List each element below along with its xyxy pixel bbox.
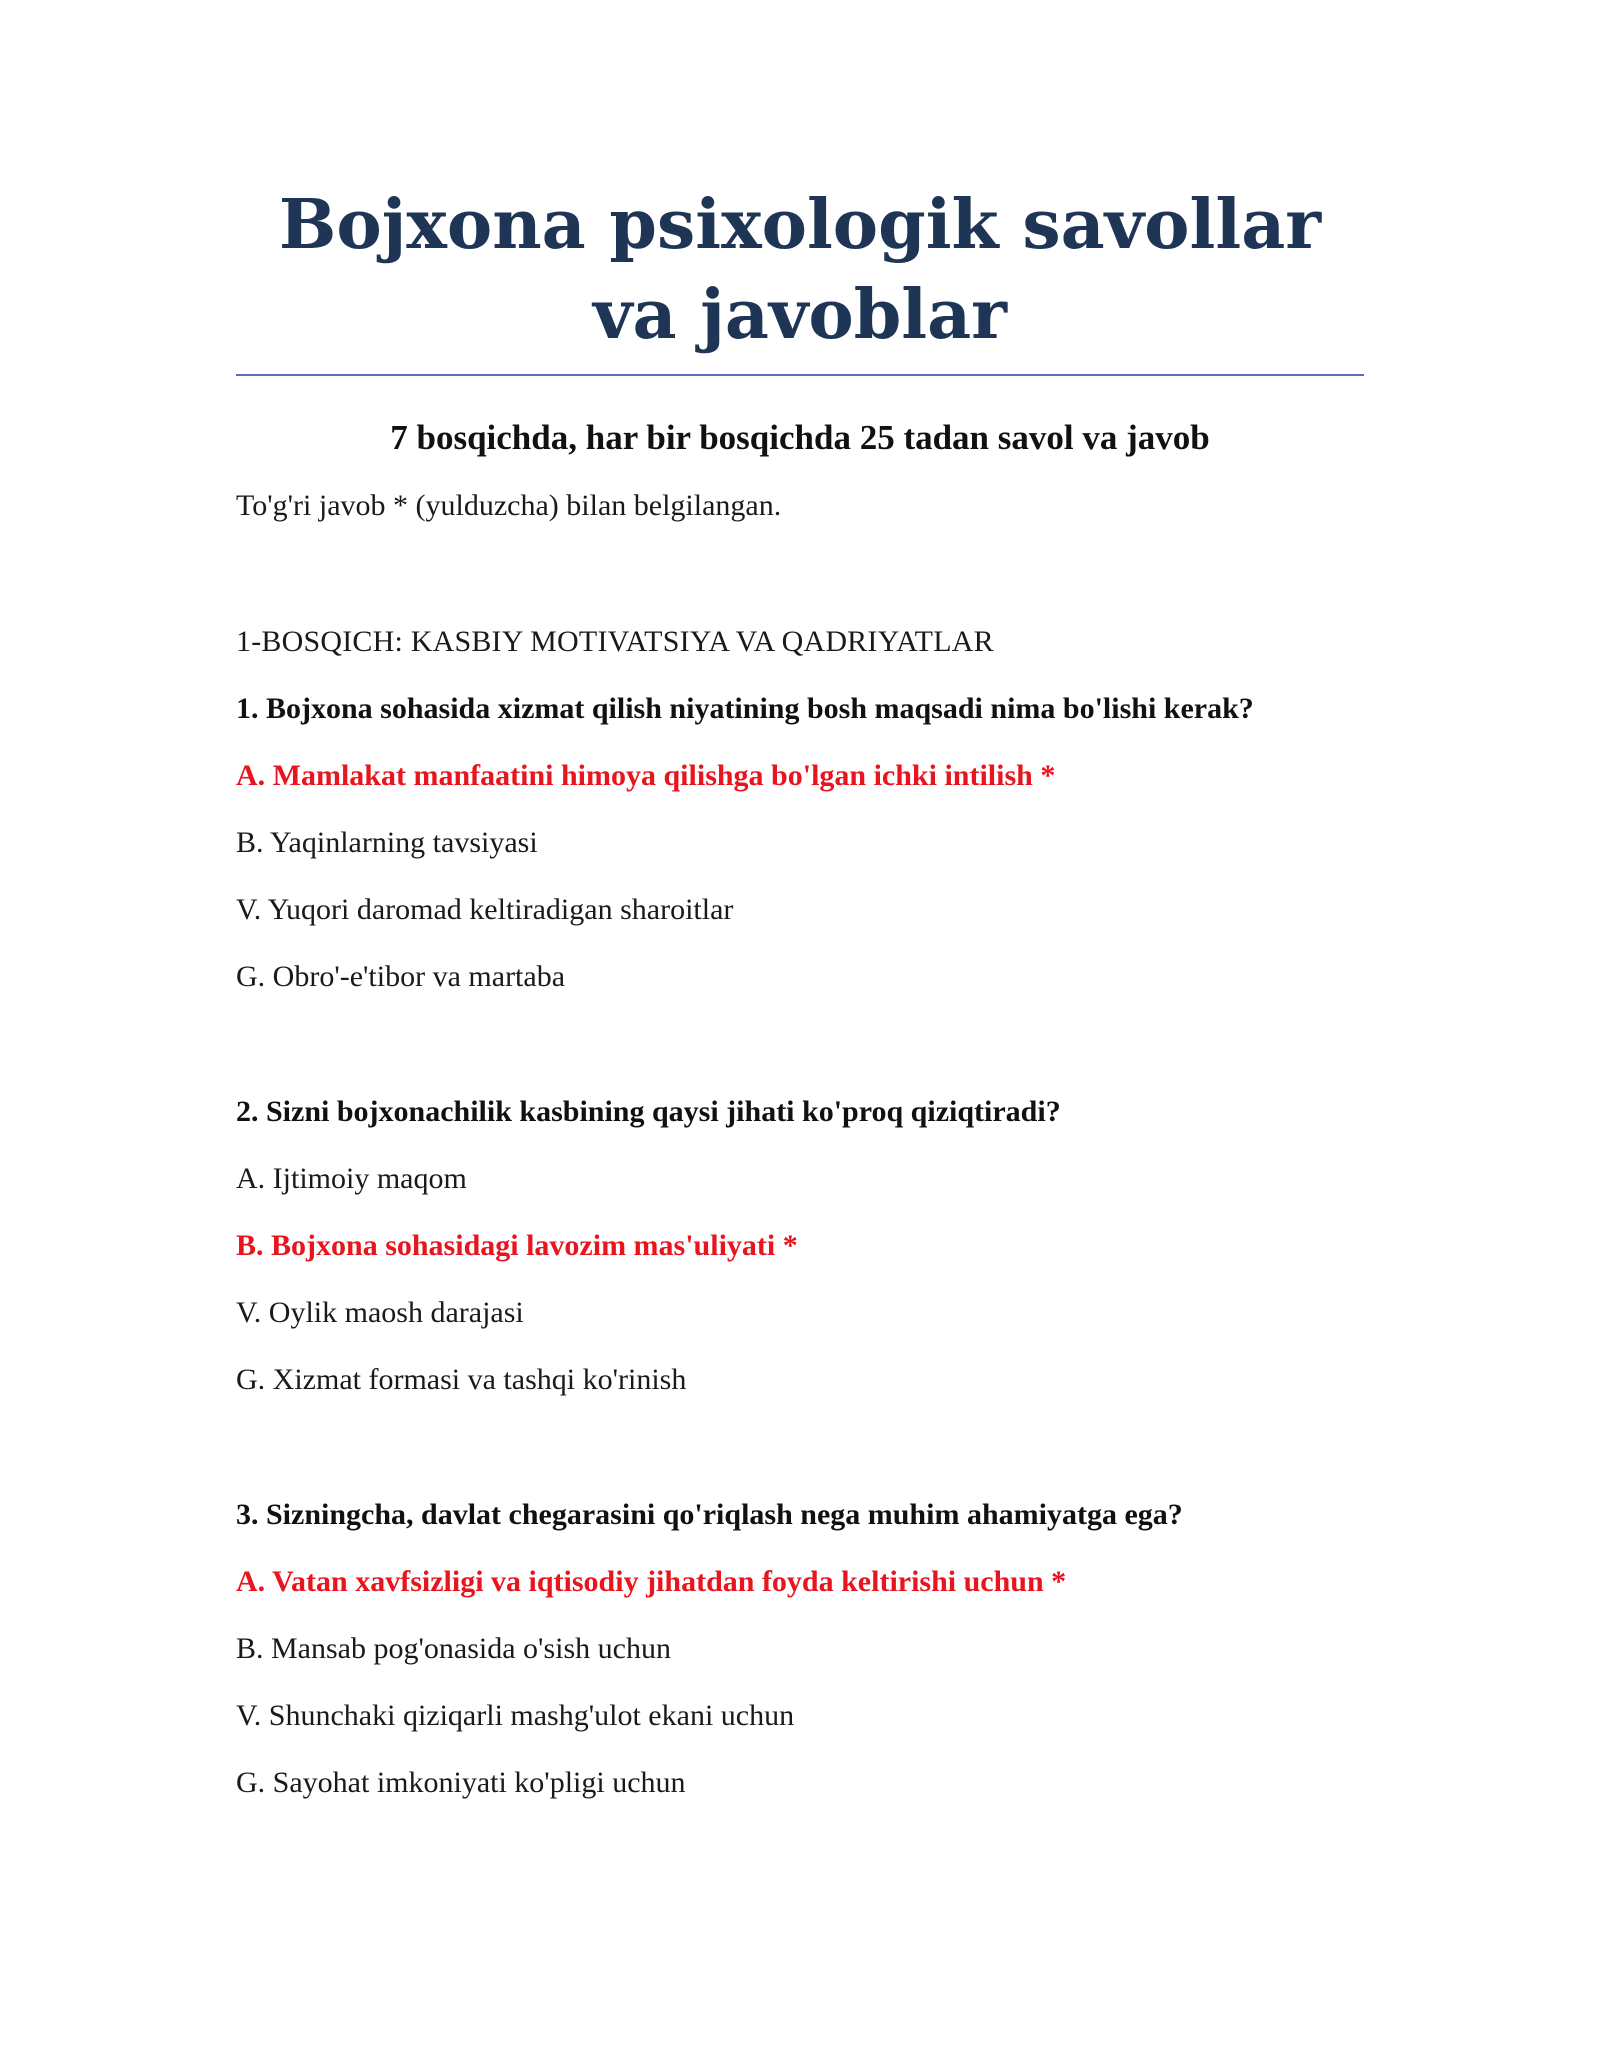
answer-option: G. Obro'-e'tibor va martaba [236,960,566,993]
question-block [236,1092,1364,1400]
answer-option: G. Sayohat imkoniyati ko'pligi uchun [236,1766,686,1799]
answer-option: V. Yuqori daromad keltiradigan sharoitlar [236,893,734,926]
document-title: Bojxona psixologik savollar va javoblar [236,180,1364,376]
answer-option: B. Mansab pog'onasida o'sish uchun [236,1632,671,1665]
answer-option: V. Shunchaki qiziqarli mashg'ulot ekani uchun [236,1699,795,1732]
question-text: 2. Sizni bojxonachilik kasbining qaysi jihati ko'proq qiziqtiradi? [236,1095,1061,1128]
answer-option: B. Yaqinlarning tavsiyasi [236,826,538,859]
question-block [236,1495,1364,1803]
answer-option-correct: A. Vatan xavfsizligi va iqtisodiy jihatdan foyda keltirishi uchun * [236,1565,1067,1598]
answer-option: V. Oylik maosh darajasi [236,1296,524,1329]
question-text: 3. Sizningcha, davlat chegarasini qo'riqlash nega muhim ahamiyatga ega? [236,1498,1183,1531]
answer-option: G. Xizmat formasi va tashqi ko'rinish [236,1363,687,1396]
question-text: 1. Bojxona sohasida xizmat qilish niyatining bosh maqsadi nima bo'lishi kerak? [236,692,1254,725]
document-page [236,180,1364,1803]
stage-heading: 1-BOSQICH: KASBIY MOTIVATSIYA VA QADRIYATLAR [236,625,994,658]
document-subtitle: 7 bosqichda, har bir bosqichda 25 tadan savol va javob [390,418,1210,457]
answer-option: A. Ijtimoiy maqom [236,1162,467,1195]
answer-key-note: To'g'ri javob * (yulduzcha) bilan belgilangan. [236,489,782,522]
question-block [236,689,1364,997]
answer-option-correct: B. Bojxona sohasidagi lavozim mas'uliyati * [236,1229,798,1262]
answer-option-correct: A. Mamlakat manfaatini himoya qilishga bo'lgan ichki intilish * [236,759,1056,792]
